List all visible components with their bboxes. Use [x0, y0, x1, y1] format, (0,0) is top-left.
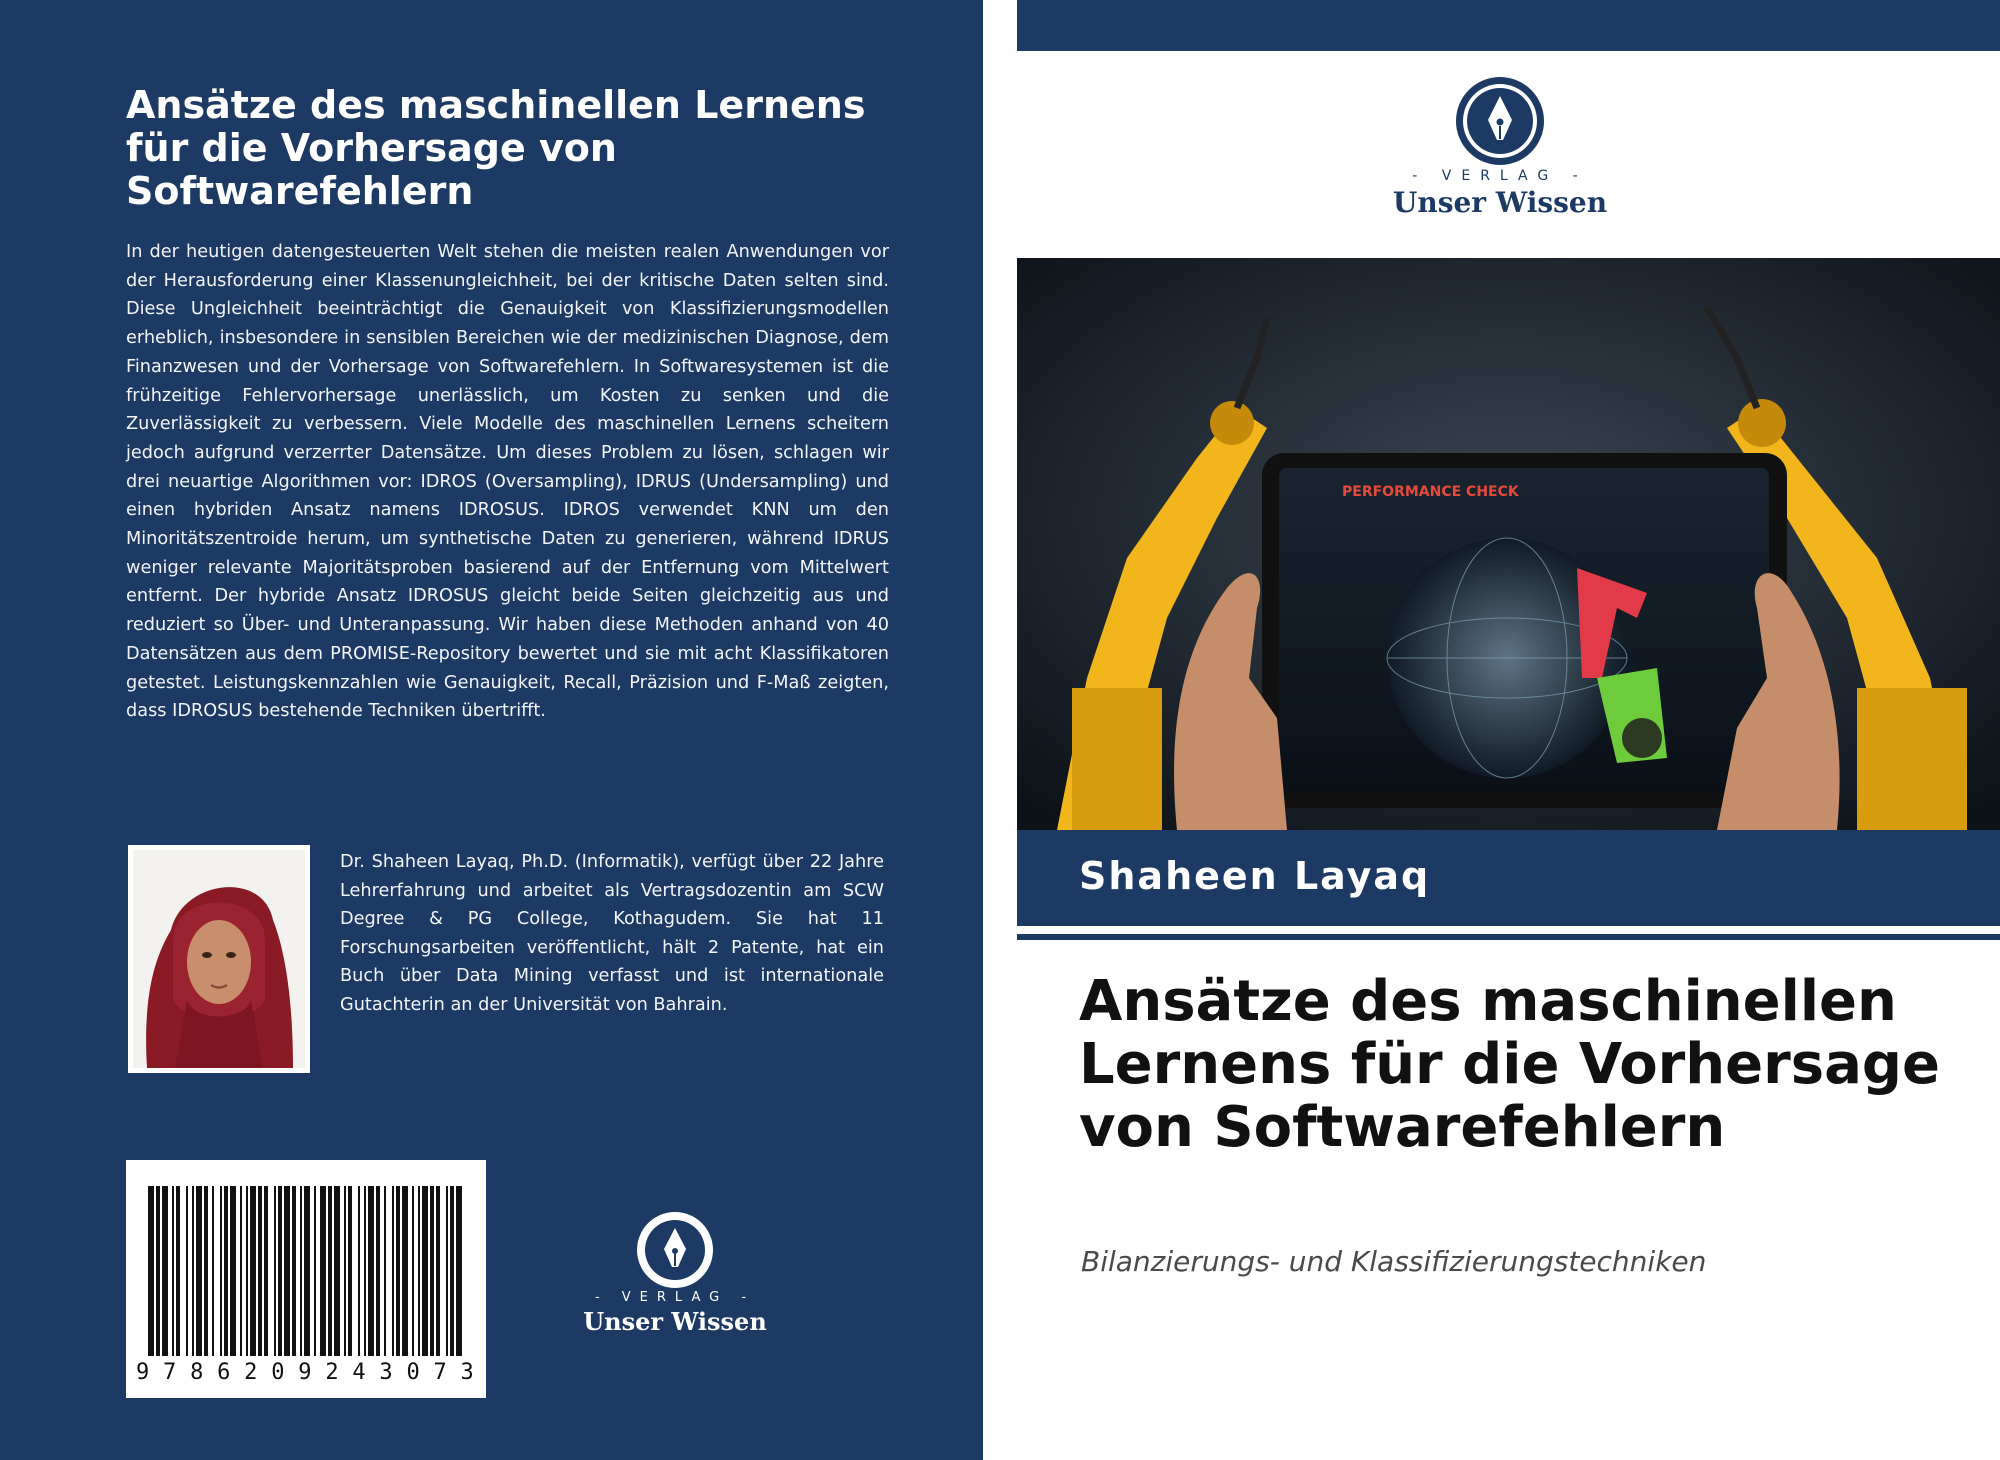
barcode-bar [278, 1186, 282, 1356]
barcode-bar [348, 1186, 352, 1356]
back-logo-brand: Unser Wissen [583, 1307, 767, 1336]
barcode-bar [450, 1186, 454, 1356]
barcode-bar [212, 1186, 214, 1356]
back-cover-title: Ansätze des maschinellen Lernens für die Vorhersage von Softwarefehlern [126, 83, 866, 213]
barcode-bar [328, 1186, 332, 1356]
isbn-barcode [126, 1160, 486, 1398]
barcode-bar [292, 1186, 296, 1356]
barcode-bar [396, 1186, 400, 1356]
front-publisher-logo [1380, 70, 1620, 230]
front-author-name: Shaheen Layaq [1079, 854, 1431, 898]
author-bio: Dr. Shaheen Layaq, Ph.D. (Informatik), verfügt über 22 Jahre Lehrerfahrung und arbeitet als Vertragsdozentin am SCW Degree & PG College, Kothagudem. Sie hat 11 Forschungsarbeiten veröffentlicht, hält 2 Patente, hat ein Buch über Data Mining verfasst und ist internationale Gutachterin an der Universität von Bahrain. [340, 852, 884, 1015]
barcode-bar [446, 1186, 448, 1356]
author-photo [128, 845, 310, 1073]
barcode-bar [240, 1186, 242, 1356]
barcode-bar [246, 1186, 248, 1356]
barcode-bar [264, 1186, 268, 1356]
barcode-bar [402, 1186, 408, 1356]
barcode-bar [412, 1186, 414, 1356]
barcode-bar [300, 1186, 302, 1356]
barcode-bar [344, 1186, 346, 1356]
divider-rule [1017, 934, 2000, 940]
barcode-bar [204, 1186, 208, 1356]
barcode-bars [146, 1186, 466, 1356]
barcode-bar [368, 1186, 374, 1356]
barcode-bar [172, 1186, 174, 1356]
back-cover-blurb: In der heutigen datengesteuerten Welt stehen die meisten realen Anwendungen vor der Herausforderung einer Klassenungleichheit, bei der kritische Daten selten sind. Diese Ungleichheit beeinträchtigt die Genauigkeit von Klassifizierungsmodellen erheblich, insbesondere in sensiblen Bereichen wie der medizinischen Diagnose, dem Finanzwesen und der Vorhersage von Softwarefehlern. In Softwaresystemen ist die frühzeitige Fehlervorhersage unerlässlich, um Kosten zu senken und die Zuverlässigkeit zu verbessern. Viele Modelle des maschinellen Lernens scheitern jedoch aufgrund verzerrter Datensätze. Um dieses Problem zu lösen, schlagen wir drei neuartige Algorithmen vor: IDROS (Oversampling), IDRUS (Undersampling) und einen hybriden Ansatz namens IDROSUS. IDROS verwendet KNN um den Minoritätszentroide herum, um synthetische Daten zu generieren, während IDRUS weniger relevante Majoritätsproben basierend auf der Entfernung vom Mittelwert entfernt. Der hybride Ansatz IDROSUS gleicht beide Seiten gleichzeitig aus und reduziert so Über- und Unteranpassung. Wir haben diese Methoden anhand von 40 Datensätzen aus dem PROMISE-Repository bewertet und sie mit acht Klassifikatoren getestet. Leistungskennzahlen wie Genauigkeit, Recall, Präzision und F-Maß zeigten, dass IDROSUS bestehende Techniken übertrifft. [126, 242, 889, 722]
front-top-band [1017, 0, 2000, 51]
barcode-bar [192, 1186, 194, 1356]
barcode-bar [284, 1186, 290, 1356]
front-cover-subtitle: Bilanzierungs- und Klassifizierungstechniken [1081, 1245, 1707, 1278]
cover-illustration [1017, 258, 2000, 830]
barcode-bar [320, 1186, 326, 1356]
author-band [1017, 830, 2000, 926]
barcode-bar [392, 1186, 394, 1356]
back-publisher-logo [575, 1205, 775, 1355]
barcode-bar [422, 1186, 428, 1356]
barcode-bar [430, 1186, 434, 1356]
barcode-bar [162, 1186, 168, 1356]
pen-nib-icon [634, 1209, 716, 1291]
front-logo-verlag: - VERLAG - [1412, 168, 1588, 184]
barcode-bar [376, 1186, 380, 1356]
performance-check-label: PERFORMANCE CHECK [1342, 484, 1519, 500]
barcode-bar [456, 1186, 462, 1356]
barcode-bar [384, 1186, 386, 1356]
isbn-digits: 9786209243073 [136, 1360, 488, 1385]
barcode-bar [364, 1186, 366, 1356]
barcode-bar [304, 1186, 310, 1356]
barcode-bar [274, 1186, 276, 1356]
spine-gap [983, 0, 1017, 1460]
barcode-bar [156, 1186, 160, 1356]
barcode-bar [258, 1186, 262, 1356]
barcode-bar [176, 1186, 180, 1356]
barcode-bar [358, 1186, 360, 1356]
barcode-bar [220, 1186, 222, 1356]
barcode-bar [314, 1186, 316, 1356]
barcode-bar [196, 1186, 202, 1356]
barcode-bar [334, 1186, 340, 1356]
back-logo-verlag: - VERLAG - [594, 1290, 756, 1305]
barcode-bar [148, 1186, 154, 1356]
pen-nib-icon [1453, 74, 1547, 168]
barcode-bar [186, 1186, 188, 1356]
barcode-bar [224, 1186, 228, 1356]
front-logo-brand: Unser Wissen [1392, 186, 1608, 219]
barcode-bar [230, 1186, 236, 1356]
front-cover-title: Ansätze des maschinellen Lernens für die Vorhersage von Softwarefehlern [1079, 969, 1940, 1160]
barcode-bar [436, 1186, 440, 1356]
barcode-bar [418, 1186, 420, 1356]
barcode-bar [250, 1186, 256, 1356]
